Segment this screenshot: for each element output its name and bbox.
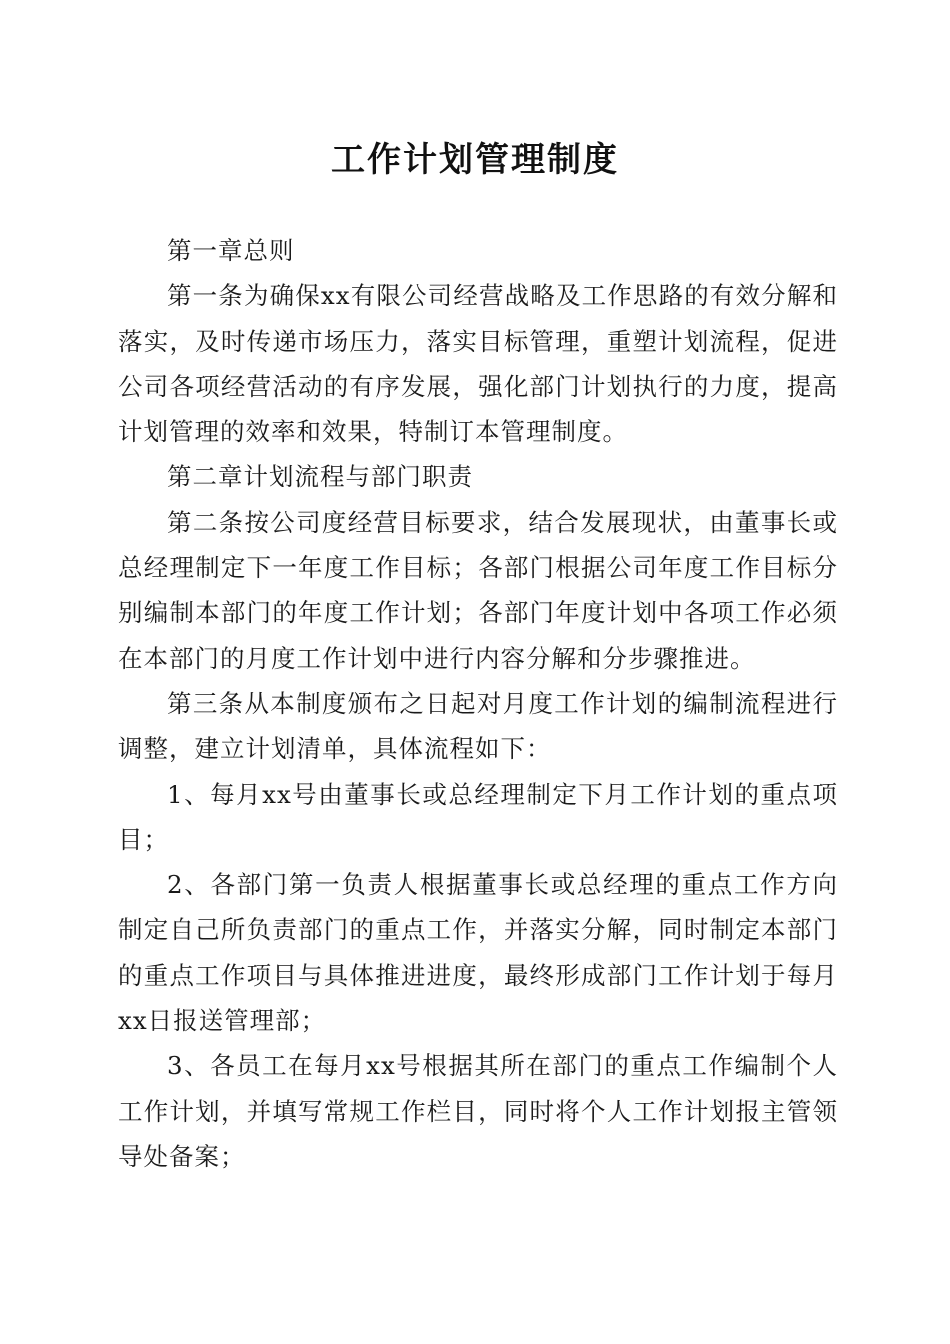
paragraph: 第二条按公司度经营目标要求，结合发展现状，由董事长或总经理制定下一年度工作目标；各部门根据公司年度工作目标分别编制本部门的年度工作计划；各部门年度计划中各项工作必须在本部门的月度工作计划中进行内容分解和分步骤推进。 bbox=[118, 507, 838, 673]
list-item: 3、各员工在每月xx号根据其所在部门的重点工作编制个人工作计划，并填写常规工作栏目，同时将个人工作计划报主管领导处备案； bbox=[118, 1051, 838, 1171]
document-body bbox=[118, 228, 838, 1179]
chapter-heading: 第一章总则 bbox=[167, 236, 295, 265]
paragraph: 第一条为确保xx有限公司经营战略及工作思路的有效分解和落实，及时传递市场压力，落实目标管理，重塑计划流程，促进公司各项经营活动的有序发展，强化部门计划执行的力度，提高计划管理的效率和效果，特制订本管理制度。 bbox=[118, 281, 838, 447]
list-item: 1、每月xx号由董事长或总经理制定下月工作计划的重点项目； bbox=[118, 779, 838, 854]
list-item: 2、各部门第一负责人根据董事长或总经理的重点工作方向制定自己所负责部门的重点工作，并落实分解，同时制定本部门的重点工作项目与具体推进进度，最终形成部门工作计划于每月xx日报送管理部； bbox=[118, 870, 838, 1036]
document-title: 工作计划管理制度 bbox=[331, 140, 619, 180]
paragraph: 第三条从本制度颁布之日起对月度工作计划的编制流程进行调整，建立计划清单，具体流程如下： bbox=[118, 688, 838, 764]
chapter-heading: 第二章计划流程与部门职责 bbox=[167, 462, 473, 492]
